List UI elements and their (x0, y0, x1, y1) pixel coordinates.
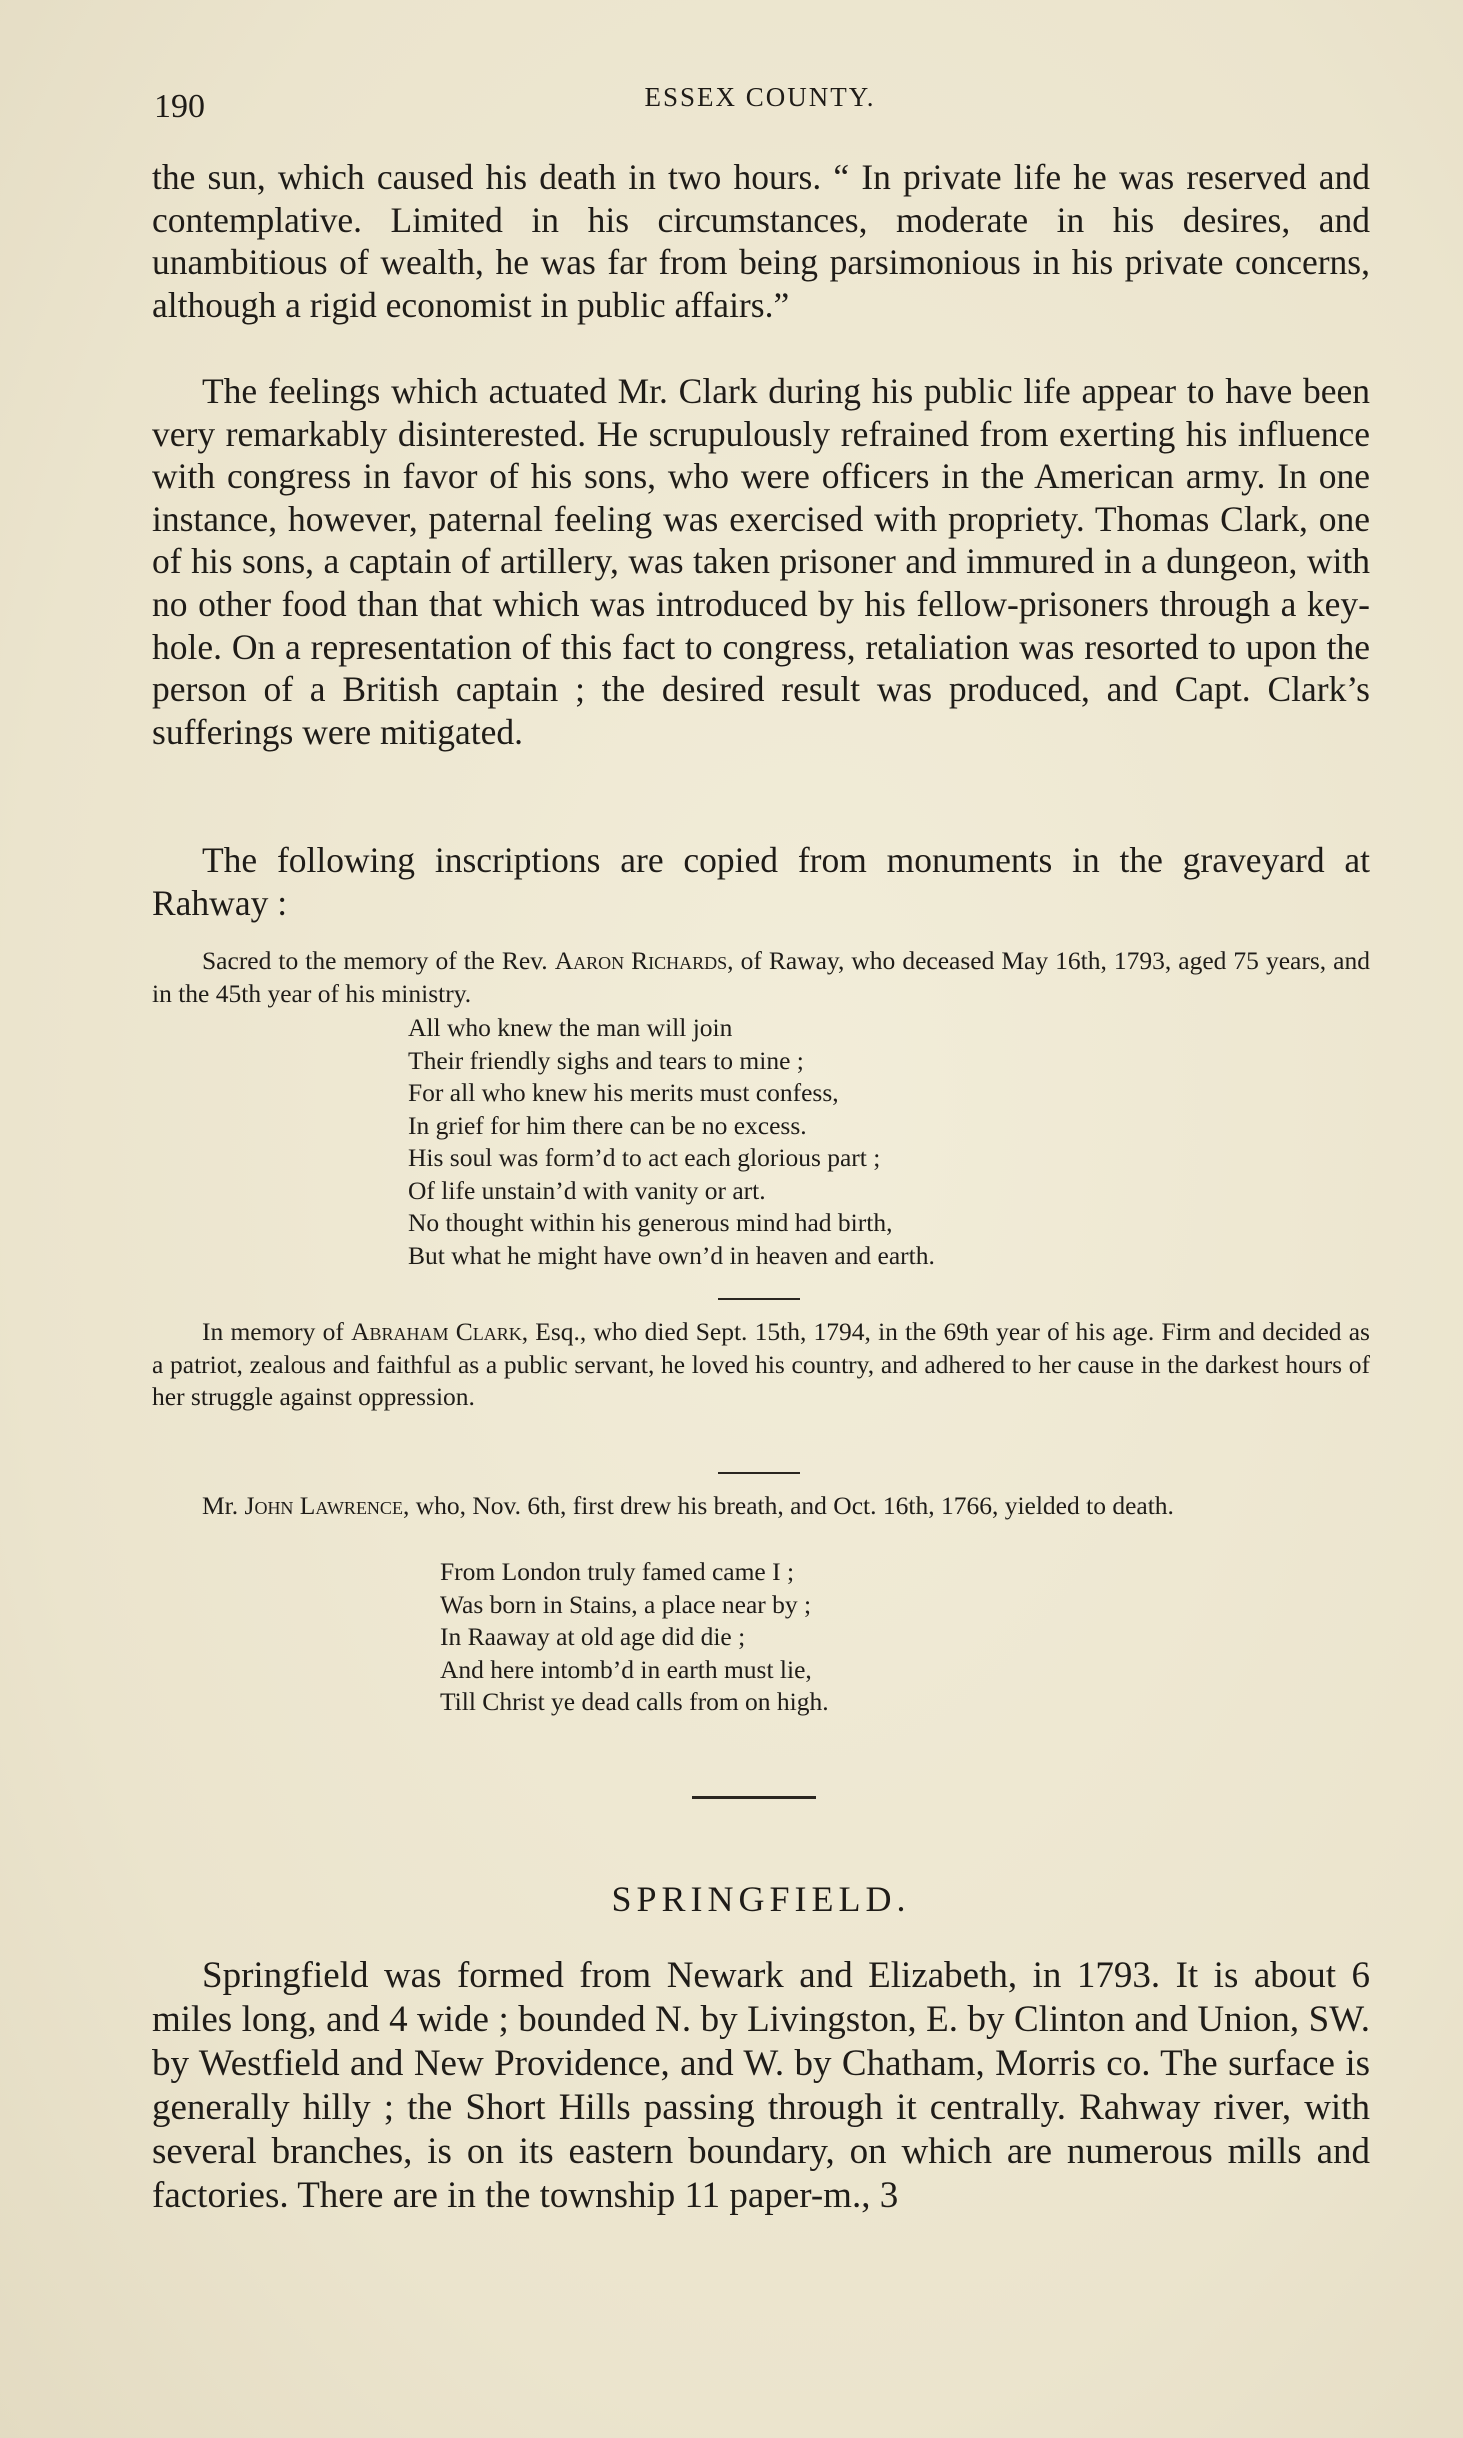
page-header (150, 80, 1370, 130)
paragraph-text: The following inscriptions are copied from monuments in the graveyard at Rahway : (152, 840, 1370, 923)
inscription-text (152, 1490, 1370, 1523)
inscription-text (152, 945, 1370, 1010)
inscription-suffix: , of Raway, who deceased May 16th, 1793, aged 75 years, and in the 45th year of his ministry. (152, 946, 1370, 1008)
page-number: 190 (154, 88, 205, 125)
body-paragraph-2 (152, 370, 1370, 753)
verse-line: Till Christ ye dead calls from on high. (440, 1687, 829, 1716)
section-divider-rule (692, 1796, 816, 1799)
inscription-clark (152, 1316, 1370, 1414)
inscription-lawrence (152, 1490, 1370, 1523)
paragraph-text: the sun, which caused his death in two hours. “ In private life he was reserved and contemplative. Limited in his circumstances, moderate in his desires, and unambitious of wealth, he was far from being parsimonious in his private concerns, although a rigid economist in public affairs.” (152, 157, 1370, 325)
inscription-text (152, 1316, 1370, 1414)
inscription-richards (152, 945, 1370, 1010)
body-paragraph-3 (152, 839, 1370, 924)
paragraph-text: The feelings which actuated Mr. Clark during his public life appear to have been very remarkably disinterested. He scrupulously refrained from exerting his influence with congress in favor of his sons, who were officers in the American army. In one instance, however, paternal feeling was exercised with propriety. Thomas Clark, one of his sons, a captain of artillery, was taken prisoner and immured in a dungeon, with no other food than that which was introduced by his fellow-prisoners through a key-hole. On a representation of this fact to congress, retaliation was resorted to upon the person of a British captain ; the desired result was produced, and Capt. Clark’s sufferings were mitigated. (152, 371, 1370, 752)
verse-line: In grief for him there can be no excess. (408, 1110, 807, 1140)
verse-line: For all who knew his merits must confess, (408, 1078, 839, 1107)
verse-line: Was born in Stains, a place near by ; (440, 1589, 812, 1619)
section-paragraph (152, 1954, 1370, 2218)
inscription-name: John Lawrence (244, 1491, 403, 1520)
verse-line: From London truly famed came I ; (440, 1557, 795, 1586)
verse-line: No thought within his generous mind had birth, (408, 1208, 893, 1237)
inscription-suffix: , Esq., who died Sept. 15th, 1794, in the 69th year of his age. Firm and decided as a patriot, zealous and faithful as a public servant, he loved his country, and adhered to her cause in the darkest hours of her struggle against oppression. (152, 1317, 1370, 1411)
epitaph-verse-lawrence (440, 1556, 829, 1719)
epitaph-verse-richards (408, 1012, 935, 1272)
inscription-suffix: , who, Nov. 6th, first drew his breath, and Oct. 16th, 1766, yielded to death. (402, 1491, 1174, 1520)
paragraph-text: Springfield was formed from Newark and Elizabeth, in 1793. It is about 6 miles long, and 4 wide ; bounded N. by Livingston, E. by Clinton and Union, SW. by Westfield and New Providence, and W. by Chatham, Morris co. The surface is generally hilly ; the Short Hills passing through it centrally. Rahway river, with several branches, is on its eastern boundary, on which are numerous mills and factories. There are in the township 11 paper-m., 3 (152, 1955, 1370, 2216)
verse-line: Their friendly sighs and tears to mine ; (408, 1045, 804, 1075)
verse-line: All who knew the man will join (408, 1013, 733, 1042)
verse-line: And here intomb’d in earth must lie, (440, 1654, 812, 1684)
inscription-name: Abraham Clark (351, 1317, 522, 1346)
running-head: ESSEX COUNTY. (644, 82, 876, 112)
inscription-name: Aaron Richards (554, 946, 728, 975)
inscription-prefix: Mr. (202, 1491, 245, 1520)
verse-line: In Raaway at old age did die ; (440, 1622, 746, 1651)
body-paragraph-1 (152, 156, 1370, 326)
inscription-prefix: In memory of (202, 1317, 352, 1346)
verse-line: Of life unstain’d with vanity or art. (408, 1175, 766, 1205)
verse-line: His soul was form’d to act each glorious part ; (408, 1143, 881, 1172)
verse-line: But what he might have own’d in heaven and earth. (408, 1240, 935, 1270)
inscription-prefix: Sacred to the memory of the Rev. (202, 946, 555, 975)
divider-rule (718, 1472, 800, 1474)
divider-rule (718, 1298, 800, 1300)
section-title: SPRINGFIELD. (611, 1879, 911, 1919)
